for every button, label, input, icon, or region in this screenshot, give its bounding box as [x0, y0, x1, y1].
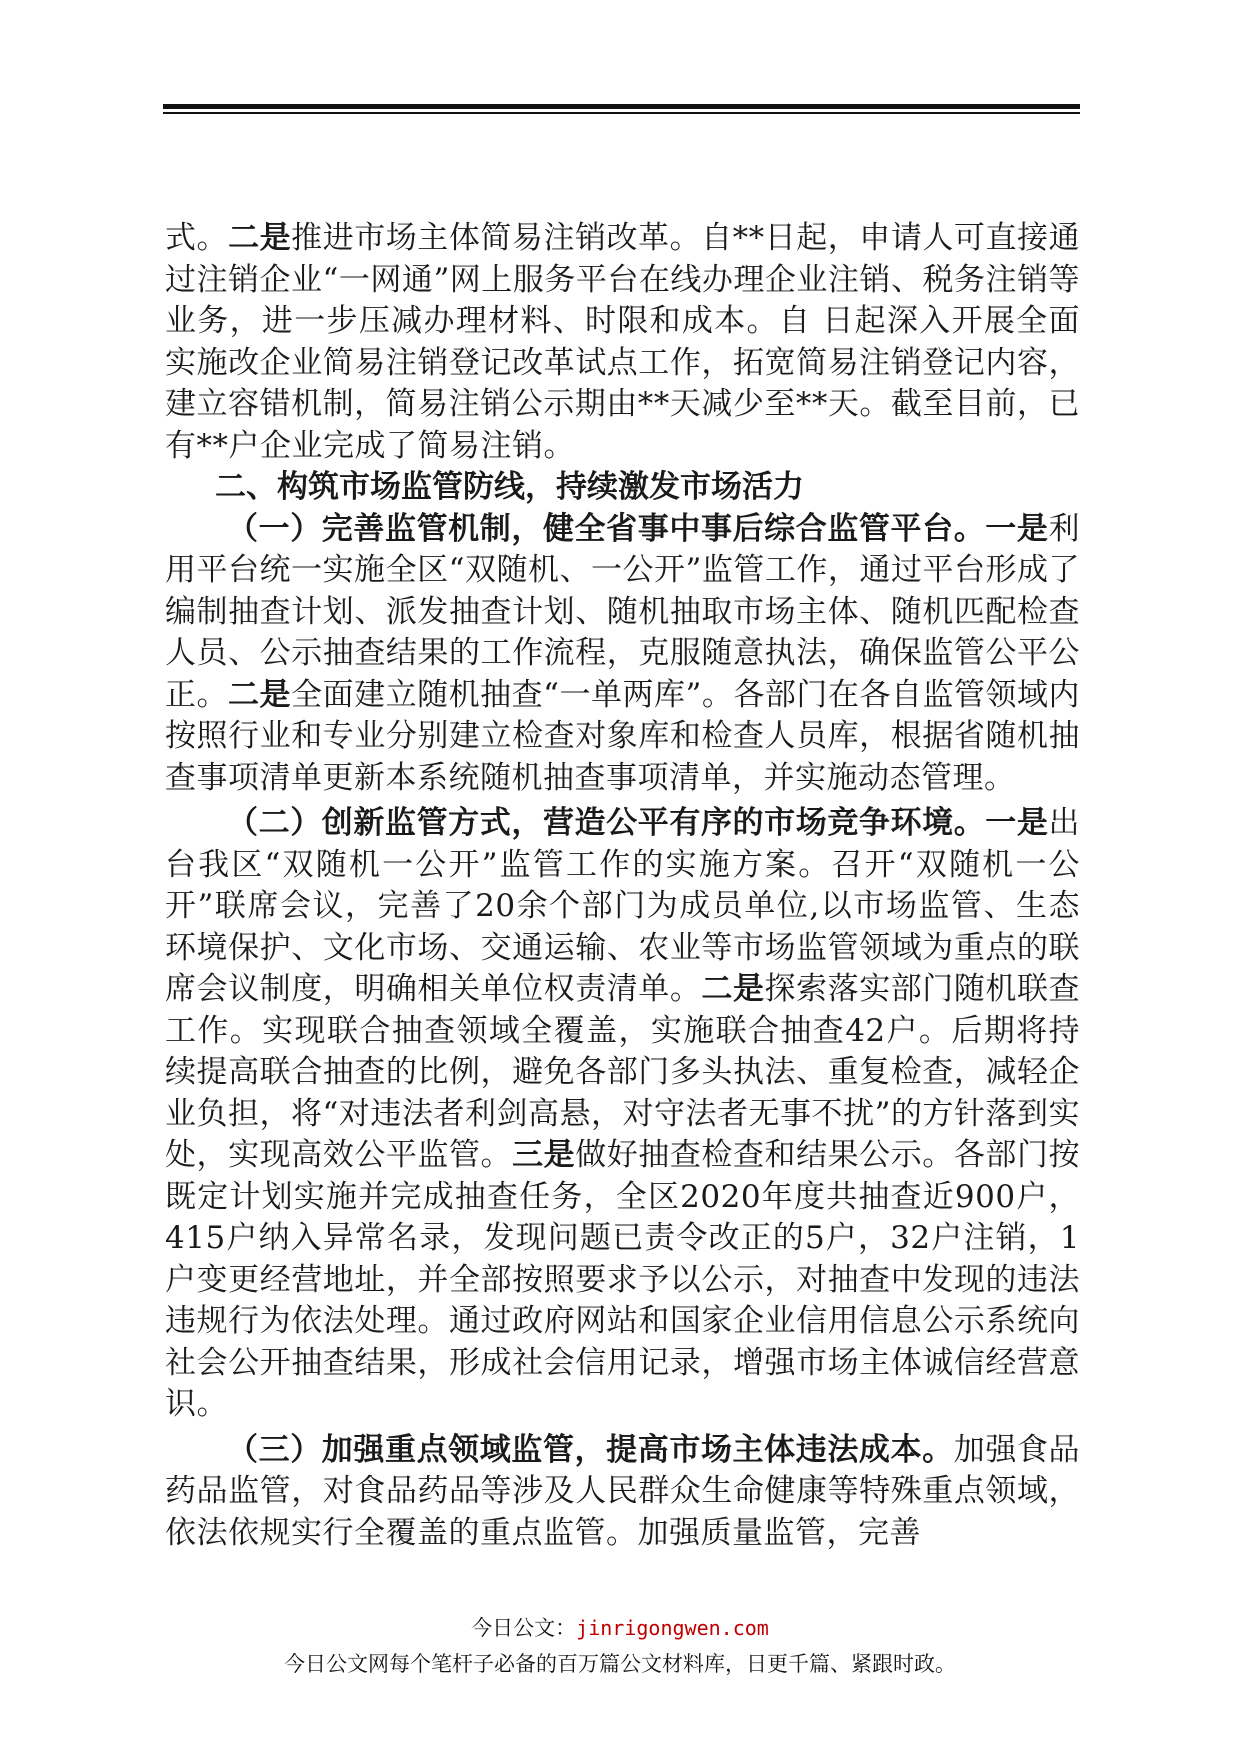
text: 探索落实部门随机联查工作。实现联合抽查领域全覆盖，实施联合抽查42户。后期将持续提高联合抽查的比例，避免各部门多头执法、重复检查，减轻企业负担，将“对违法者利剑高悬，对守法者无事不扰”的方针落到实处，实现高效公平监管。 — [165, 971, 1081, 1173]
header-rule-thin — [163, 112, 1080, 114]
paragraph-2 — [165, 509, 1080, 800]
footer-site-link[interactable]: jinrigongwen.com — [576, 1616, 769, 1640]
emphasis: 二是 — [701, 971, 765, 1007]
emphasis: 三是 — [512, 1137, 576, 1173]
paragraph-1 — [165, 218, 1080, 467]
text: 全面建立随机抽查“一单两库”。各部门在各自监管领域内按照行业和专业分别建立检查对象库和检查人员库，根据省随机抽查事项清单更新本系统随机抽查事项清单，并实施动态管理。 — [165, 676, 1081, 796]
text: 做好抽查检查和结果公示。各部门按既定计划实施并完成抽查任务，全区2020年度共抽查近900户，415户纳入异常名录，发现问题已责令改正的5户，32户注销，1户变更经营地址，并全部按照要求予以公示，对抽查中发现的违法违规行为依法处理。通过政府网站和国家企业信用信息公示系统向社会公开抽查结果，形成社会信用记录，增强市场主体诚信经营意识。 — [165, 1137, 1081, 1422]
footer-slogan: 今日公文网每个笔杆子必备的百万篇公文材料库，日更千篇、紧跟时政。 — [284, 1652, 956, 1676]
footer-label: 今日公文： — [471, 1616, 577, 1640]
subheading: （一）完善监管机制，健全省事中事后综合监管平台。一是 — [227, 510, 1049, 547]
subheading: （三）加强重点领域监管，提高市场主体违法成本。 — [227, 1431, 954, 1468]
emphasis: 二是 — [228, 676, 292, 713]
text: 利用平台统一实施全区“双随机、一公开”监管工作，通过平台形成了编制抽查计划、派发抽查计划、随机抽取市场主体、随机匹配检查人员、公示抽查结果的工作流程，克服随意执法，确保监管公平公正。 — [165, 510, 1080, 713]
footer-source — [0, 1612, 1240, 1642]
header-rule-thick — [163, 104, 1080, 109]
text: 加强食品药品监管，对食品药品等涉及人民群众生命健康等特殊重点领域，依法依规实行全覆盖的重点监管。加强质量监管，完善 — [165, 1431, 1081, 1551]
section-heading-2: 二、构筑市场监管防线，持续激发市场活力 — [215, 469, 804, 505]
paragraph-4 — [165, 1430, 1080, 1555]
document-body — [165, 218, 1080, 1554]
text: 式。 — [165, 220, 229, 256]
text: 推进市场主体简易注销改革。自**日起，申请人可直接通过注销企业“一网通”网上服务平台在线办理企业注销、税务注销等业务，进一步压减办理材料、时限和成本。自 日起深入开展全面实施改企业简易注销登记改革试点工作，拓宽简易注销登记内容，建立容错机制，简易注销公示期由**天减少至**天。截至目前，已有**户企业完成了简易注销。 — [165, 220, 1081, 464]
subheading: （二）创新监管方式，营造公平有序的市场竞争环境。一是 — [227, 805, 1049, 841]
paragraph-3 — [165, 803, 1080, 1426]
text: 出台我区“双随机一公开”监管工作的实施方案。召开“双随机一公开”联席会议，完善了20余个部门为成员单位,以市场监管、生态环境保护、文化市场、交通运输、农业等市场监管领域为重点的联席会议制度，明确相关单位权责清单。 — [165, 805, 1080, 1007]
emphasis: 二是 — [228, 220, 292, 256]
